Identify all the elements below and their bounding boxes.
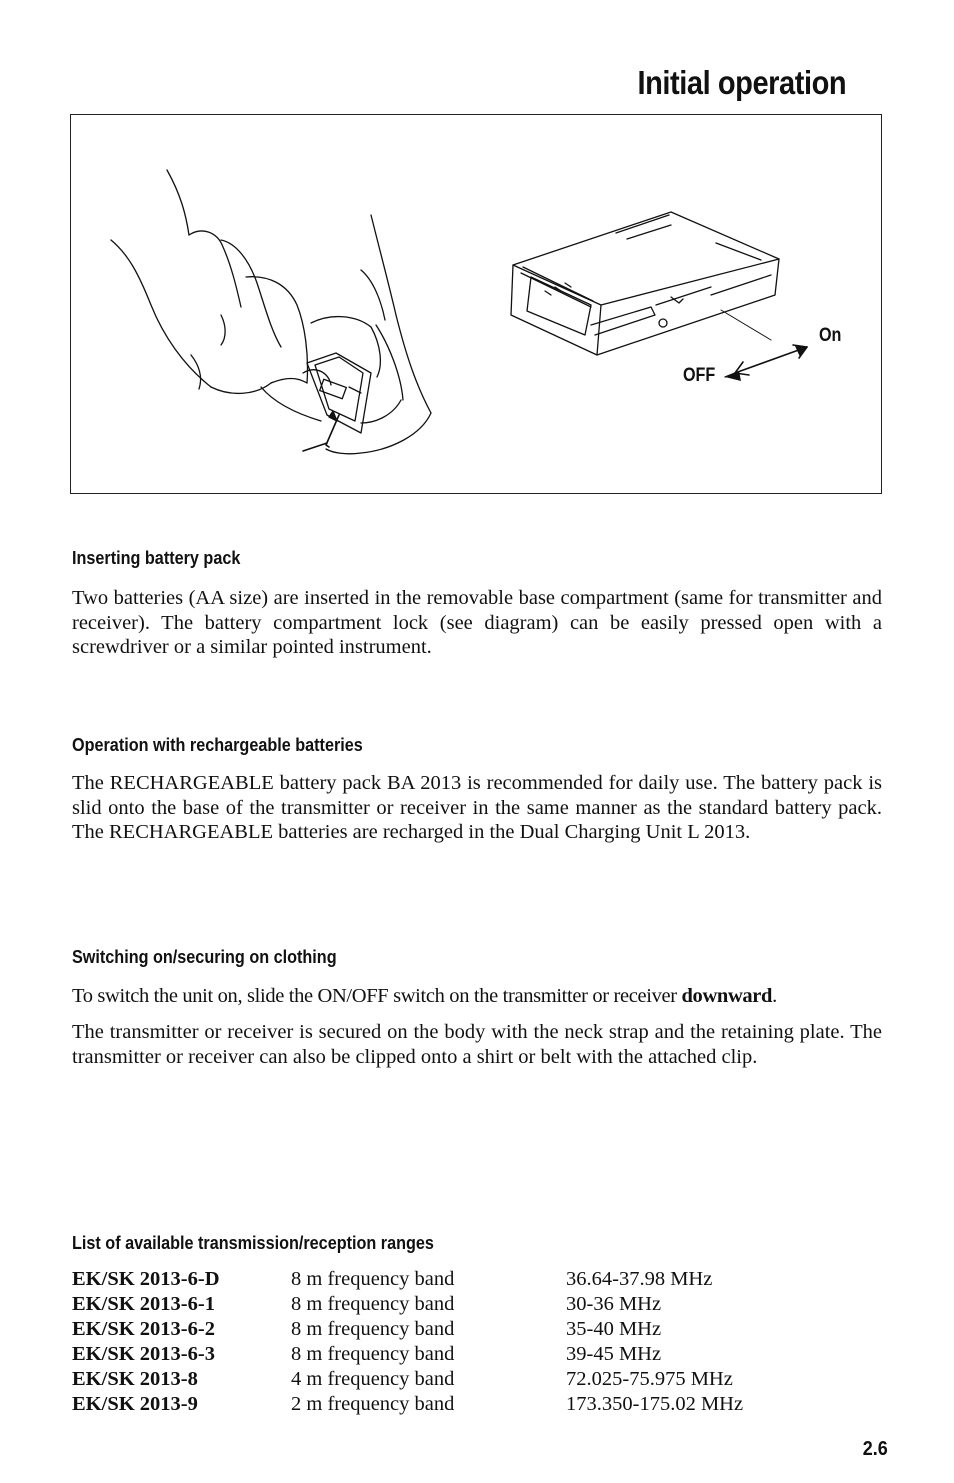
heading-inserting-battery: Inserting battery pack: [72, 548, 241, 568]
range-model: EK/SK 2013-9: [72, 1393, 198, 1415]
paragraph-switching-on: To switch the unit on, slide the ON/OFF switch on the transmitter or receiver downward.: [72, 985, 777, 1007]
heading-switching-on: Switching on/securing on clothing: [72, 947, 337, 967]
range-band: 8 m frequency band: [291, 1318, 455, 1340]
range-band: 8 m frequency band: [291, 1343, 455, 1365]
range-frequency: 30-36 MHz: [566, 1293, 662, 1315]
range-frequency: 36.64-37.98 MHz: [566, 1268, 713, 1290]
emphasis-downward: downward: [681, 985, 773, 1007]
page-number: 2.6: [862, 1438, 888, 1460]
paragraph-inserting-battery: Two batteries (AA size) are inserted in the removable base compartment (same for transmitter and receiver). The battery compartment lock (see diagram) can be easily pressed open with a screwdriver or a similar pointed instrument.: [72, 587, 882, 658]
range-model: EK/SK 2013-6-3: [72, 1343, 215, 1365]
range-model: EK/SK 2013-6-1: [72, 1293, 215, 1315]
range-model: EK/SK 2013-8: [72, 1368, 198, 1390]
range-band: 8 m frequency band: [291, 1293, 455, 1315]
range-band: 2 m frequency band: [291, 1393, 455, 1415]
paragraph-rechargeable: The RECHARGEABLE battery pack BA 2013 is recommended for daily use. The battery pack is slid onto the base of the transmitter or receiver in the same manner as the standard battery pack. The RECHARGEABLE batteries are recharged in the Dual Charging Unit L 2013.: [72, 772, 882, 843]
range-frequency: 35-40 MHz: [566, 1318, 662, 1340]
illustration-figure: [70, 114, 882, 494]
label-off: OFF: [683, 365, 716, 386]
range-model: EK/SK 2013-6-D: [72, 1268, 220, 1290]
range-band: 4 m frequency band: [291, 1368, 455, 1390]
heading-rechargeable: Operation with rechargeable batteries: [72, 735, 363, 755]
paragraph-securing: The transmitter or receiver is secured on the body with the neck strap and the retaining plate. The transmitter or receiver can also be clipped onto a shirt or belt with the attached clip.: [72, 1021, 882, 1068]
range-frequency: 72.025-75.975 MHz: [566, 1368, 733, 1390]
range-model: EK/SK 2013-6-2: [72, 1318, 215, 1340]
hands-drawing: [111, 170, 431, 454]
heading-ranges: List of available transmission/reception ranges: [72, 1233, 434, 1253]
range-frequency: 173.350-175.02 MHz: [566, 1393, 744, 1415]
battery-pack-drawing: [303, 353, 371, 451]
transmitter-device-drawing: [511, 212, 779, 355]
page-title: Initial operation: [637, 64, 846, 101]
range-frequency: 39-45 MHz: [566, 1343, 662, 1365]
label-on: On: [819, 325, 842, 346]
range-band: 8 m frequency band: [291, 1268, 455, 1290]
battery-and-switch-illustration: [71, 115, 883, 495]
on-off-arrow: [721, 310, 807, 375]
